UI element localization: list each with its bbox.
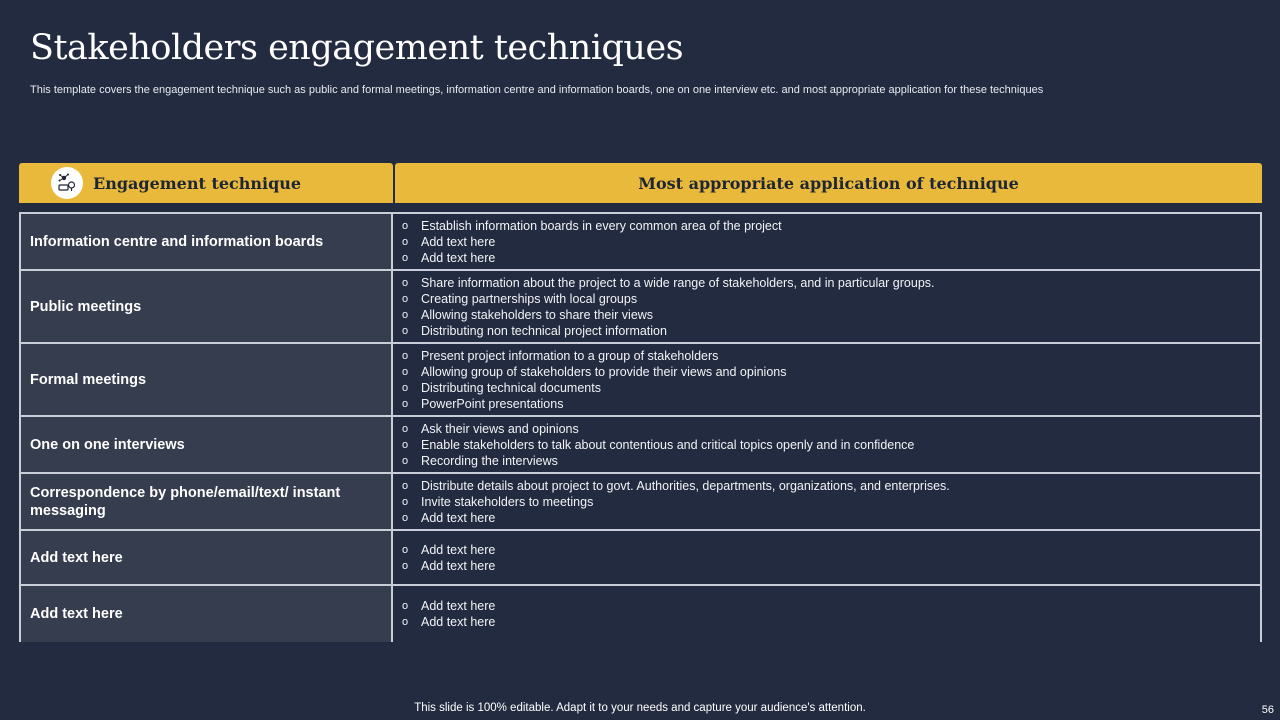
application-text: Distribute details about project to govt. Authorities, departments, organizations, and enterprises.	[421, 478, 950, 493]
technique-cell: Formal meetings	[19, 344, 393, 415]
application-text: Invite stakeholders to meetings	[421, 494, 594, 509]
bullet-circle-icon: o	[402, 438, 409, 451]
bullet-circle-icon: o	[402, 543, 409, 556]
application-bullet	[402, 614, 1260, 630]
bullet-circle-icon: o	[402, 616, 409, 628]
application-cell	[393, 344, 1262, 415]
application-bullet	[402, 348, 1260, 364]
application-bullet	[402, 307, 1260, 323]
slide-title: Stakeholders engagement techniques	[30, 28, 684, 68]
bullet-circle-icon: o	[402, 511, 409, 524]
table-row	[19, 586, 1262, 642]
application-bullet	[402, 234, 1260, 250]
header-application	[395, 163, 1262, 203]
application-bullet	[402, 380, 1260, 396]
header-label-application: Most appropriate application of technique	[638, 173, 1019, 193]
bullet-circle-icon: o	[402, 276, 409, 289]
bullet-circle-icon: o	[402, 251, 409, 264]
application-text: Add text here	[421, 250, 496, 265]
technique-cell: Information centre and information boards	[19, 214, 393, 269]
table-row	[19, 531, 1262, 586]
application-bullet	[402, 510, 1260, 526]
table-header	[19, 163, 1262, 203]
application-bullet	[402, 421, 1260, 437]
table-row	[19, 417, 1262, 474]
bullet-circle-icon: o	[402, 479, 409, 492]
application-text: Creating partnerships with local groups	[421, 291, 638, 306]
application-bullet	[402, 453, 1260, 469]
application-bullet	[402, 396, 1260, 412]
application-bullet	[402, 291, 1260, 307]
bullet-circle-icon: o	[402, 559, 409, 572]
slide-subtitle: This template covers the engagement technique such as public and formal meetings, information centre and information boards, one on one interview etc. and most appropriate application for these techniques	[30, 84, 1044, 96]
header-engagement-technique	[19, 163, 393, 203]
application-text: Present project information to a group of stakeholders	[421, 348, 719, 363]
application-cell	[393, 214, 1262, 269]
bullet-circle-icon: o	[402, 454, 409, 467]
technique-cell: Correspondence by phone/email/text/ instant messaging	[19, 474, 393, 529]
technique-cell: Add text here	[19, 586, 393, 642]
bullet-circle-icon: o	[402, 235, 409, 248]
table-row	[19, 214, 1262, 271]
table-row	[19, 474, 1262, 531]
bullet-circle-icon: o	[402, 349, 409, 362]
technique-cell: Add text here	[19, 531, 393, 584]
application-bullet	[402, 598, 1260, 614]
application-text: Add text here	[421, 234, 496, 249]
application-text: Add text here	[421, 599, 496, 613]
application-text: Add text here	[421, 558, 496, 573]
techniques-table	[19, 212, 1262, 642]
application-text: Distributing technical documents	[421, 380, 601, 395]
application-cell	[393, 271, 1262, 342]
bullet-circle-icon: o	[402, 381, 409, 394]
application-bullet	[402, 478, 1260, 494]
application-text: Distributing non technical project information	[421, 323, 667, 338]
application-cell	[393, 417, 1262, 472]
application-bullet	[402, 542, 1260, 558]
application-bullet	[402, 558, 1260, 574]
table-row	[19, 344, 1262, 417]
bullet-circle-icon: o	[402, 600, 409, 612]
page-number: 56	[1261, 704, 1274, 716]
application-text: PowerPoint presentations	[421, 396, 564, 411]
application-bullet	[402, 437, 1260, 453]
application-bullet	[402, 364, 1260, 380]
application-text: Allowing stakeholders to share their views	[421, 307, 654, 322]
application-text: Allowing group of stakeholders to provide their views and opinions	[421, 364, 787, 379]
application-text: Add text here	[421, 510, 496, 525]
application-text: Enable stakeholders to talk about contentious and critical topics openly and in confidence	[421, 437, 915, 452]
slide-footer: This slide is 100% editable. Adapt it to your needs and capture your audience's attention.	[414, 702, 866, 714]
application-text: Establish information boards in every common area of the project	[421, 218, 782, 233]
application-bullet	[402, 218, 1260, 234]
bullet-circle-icon: o	[402, 422, 409, 435]
bullet-circle-icon: o	[402, 292, 409, 305]
technique-cell: Public meetings	[19, 271, 393, 342]
bullet-circle-icon: o	[402, 324, 409, 337]
application-cell	[393, 474, 1262, 529]
bullet-circle-icon: o	[402, 219, 409, 232]
application-cell	[393, 531, 1262, 584]
technique-cell: One on one interviews	[19, 417, 393, 472]
table-row	[19, 271, 1262, 344]
application-text: Add text here	[421, 542, 496, 557]
application-cell	[393, 586, 1262, 642]
stakeholder-network-icon	[51, 167, 83, 199]
application-bullet	[402, 323, 1260, 339]
application-text: Recording the interviews	[421, 453, 558, 468]
application-bullet	[402, 275, 1260, 291]
application-text: Add text here	[421, 615, 496, 629]
application-text: Ask their views and opinions	[421, 421, 579, 436]
bullet-circle-icon: o	[402, 308, 409, 321]
application-bullet	[402, 250, 1260, 266]
application-bullet	[402, 494, 1260, 510]
bullet-circle-icon: o	[402, 365, 409, 378]
header-label-technique: Engagement technique	[93, 173, 302, 193]
application-text: Share information about the project to a wide range of stakeholders, and in particular groups.	[421, 275, 935, 290]
bullet-circle-icon: o	[402, 495, 409, 508]
bullet-circle-icon: o	[402, 397, 409, 410]
